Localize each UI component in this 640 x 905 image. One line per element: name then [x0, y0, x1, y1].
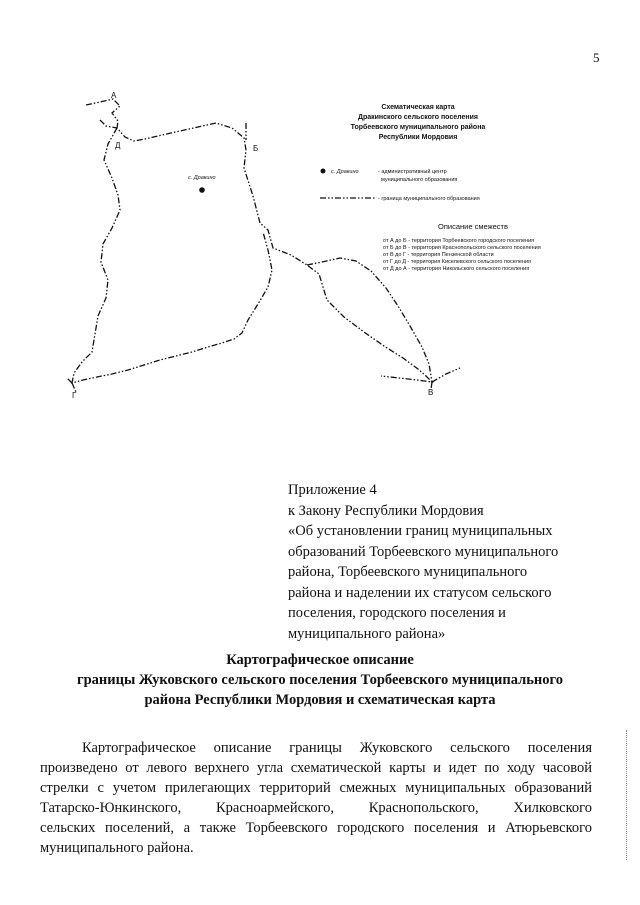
map-boundary-nw-tail: [100, 120, 246, 140]
appendix-line: района, Торбеевского муниципального: [288, 564, 528, 580]
map-boundary-east-spur: [307, 258, 432, 382]
document-heading: [0, 650, 640, 710]
appendix-line: к Закону Республики Мордовия: [288, 502, 484, 519]
paragraph-line: Картографическое описание границы Жуковского сельского поселения: [82, 740, 592, 756]
adjacency-title: Описание смежеств: [438, 222, 508, 231]
map-point-a: А: [111, 91, 117, 100]
map-point-g: Г: [72, 391, 77, 400]
legend-center-icon: [321, 169, 326, 174]
map-boundary-west: [72, 128, 272, 383]
map-boundary-line: [86, 99, 460, 389]
paragraph-line: стрелки с учетом прилегающих территорий смежных муниципальных образований: [40, 780, 592, 796]
appendix-line: района и наделении их статусом сельского: [288, 584, 552, 601]
center-marker-icon: [199, 187, 205, 193]
appendix-line: «Об установлении границ муниципальных: [288, 523, 553, 539]
map-point-d: Д: [115, 141, 121, 150]
map-title-line-1: Схематическая карта: [381, 104, 455, 111]
paragraph-line: произведено от левого верхнего угла схематической карты и идет по ходу часовой: [40, 760, 592, 776]
adjacency-line-4: от Г до Д - территория Киселевского сельского поселения: [383, 259, 532, 265]
heading-line: района Республики Мордовия и схематическая карта: [144, 692, 496, 708]
legend-center-desc-1: - административный центр: [378, 169, 447, 175]
legend-center-name: с. Дракино: [331, 169, 359, 175]
appendix-note: [288, 480, 608, 644]
scan-margin-mark: [626, 730, 628, 860]
map-title-line-3: Торбеевского муниципального района: [350, 124, 486, 131]
legend-center-desc-2: муниципального образования: [381, 177, 458, 183]
heading-line: Картографическое описание: [226, 652, 414, 668]
appendix-line: муниципального района»: [288, 625, 446, 642]
schematic-map: [0, 0, 640, 420]
paragraph-line: сельских поселений, а также Торбеевского городского поселения и Атюрьевского: [40, 820, 592, 836]
legend-border-desc: - граница муниципального образования: [378, 196, 480, 202]
center-label: с. Дракино: [188, 175, 216, 181]
map-point-b: Б: [253, 144, 259, 153]
map-title-line-2: Дракинского сельского поселения: [357, 114, 479, 121]
adjacency-line-2: от Б до В - территория Краснопольского сельского поселения: [383, 245, 541, 251]
paragraph-line: муниципального района.: [40, 840, 194, 856]
map-boundary-sw-tail: [67, 378, 76, 392]
map-title-line-4: Республики Мордовия: [378, 134, 458, 141]
adjacency-line-1: от А до Б - территория Торбеевского городского поселения: [383, 238, 535, 244]
appendix-line: поселения, городского поселения и: [288, 605, 506, 621]
page-number: 5: [593, 50, 600, 65]
appendix-line: Приложение 4: [288, 482, 377, 498]
adjacency-line-3: от В до Г - территория Пензенской области: [383, 252, 494, 258]
paragraph-line: Татарско-Юнкинского, Красноармейского, Краснопольского, Хилковского: [40, 800, 592, 816]
appendix-line: образований Торбеевского муниципального: [288, 543, 559, 560]
description-paragraph: [40, 738, 592, 858]
map-point-v: В: [428, 388, 434, 397]
heading-line: границы Жуковского сельского поселения Торбеевского муниципального: [77, 672, 563, 688]
adjacency-line-5: от Д до А - территория Никольского сельского поселения: [383, 266, 530, 272]
